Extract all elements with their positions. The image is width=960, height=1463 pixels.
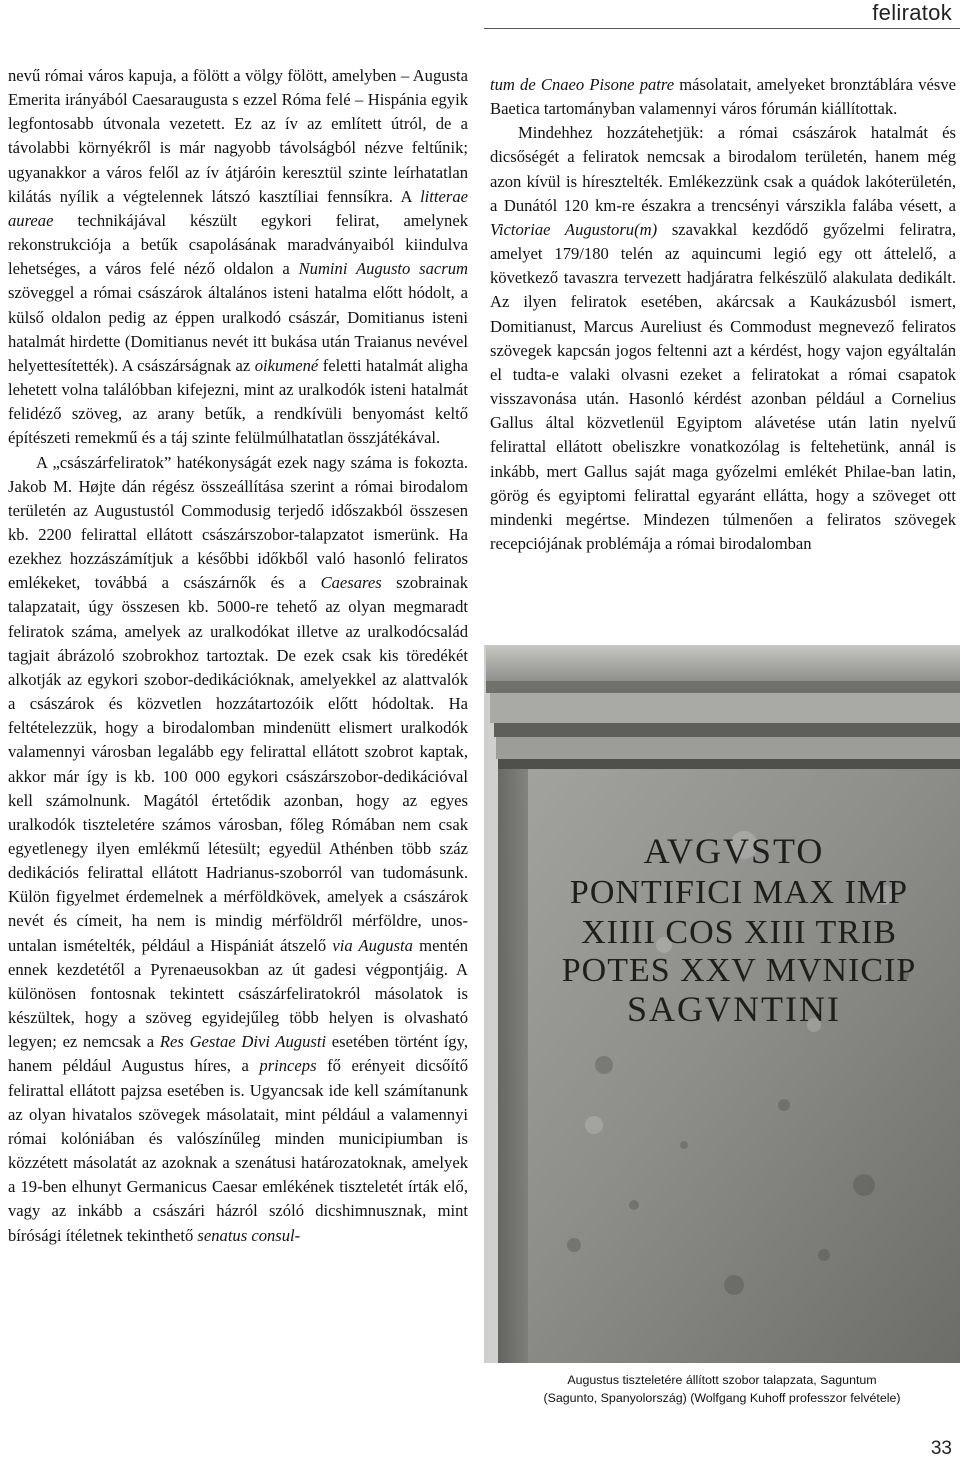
molding-band xyxy=(490,693,960,723)
left-paragraph-2: A „császárfeliratok” hatékonyságát ezek nagy száma is fokozta. Jakob M. Højte dán régész összeállítása szerint a római birodalom területén az Augustustól Commodusig terjedő időszakból összesen kb. 2200 felirattal ellátott császárszobor-talapzatot ismerünk. Ha ezekhez hozzászámítjuk a későbbi időkből való hasonló feliratos emlékeket, továbbá a császárnők és a Caesares szobrainak talapzatait, úgy összesen kb. 5000-re tehető az olyan megmaradt feliratok száma, amelyek az uralkodókat illetve az uralkodócsalád tagjait ábrázoló szobrokhoz tartoztak. De ezek csak kis töredékét alkotják az egykori szobor-dedikációknak, amelyekkel az alattvalók a császárok és közvetlen hozzátartozóik előtt hódoltak. Ha feltételezzük, hogy a birodalomban mindenütt elismert uralkodók valamennyi városban legalább egy felirattal ellátott szobrot kaptak, akkor már így is kb. 100 000 egykori császárszobor-dedikációval kell számolnunk. Magától értetődik azonban, hogy az egyes uralkodók tiszteletére számos városban, főleg Rómában nem csak egyetlenegy ilyen emlékmű létesült; egyedül Athénben több száz dedikációs felirattal ellátott Hadrianus-szoborról van tudomásunk. Külön figyelmet érdemelnek a mérföldkövek, amelyek a császárok nevét és címeit, ha nem is mindig mérföldről mérföldre, unos-untalan ismételték, például a Hispániát átszelő via Augusta mentén ennek kezdetétől a Pyrenaeusokban az út gadesi végpontjáig. A különösen fontosnak tekintett császárfeliratokról másolatok is készültek, hogy a szöveg egyidejűleg több helyen is olvasható legyen; ez nemcsak a Res Gestae Divi Augusti esetében történt így, hanem például Augustus híres, a princeps fő erényeit dicsőítő felirattal ellátott pajzsa esetében is. Ugyancsak ide kell számítanunk az olyan hivatalos szövegek másolatait, mint például a valamennyi római kolóniában és valószínűleg minden municipiumban is közzétett másolatát az azoknak a szenátusi határozatoknak, amelyek a 19-ben elhunyt Germanicus Caesar emlékének tiszteletét írták elő, vagy az inkább a császári házról szóló dicshimnusznak, mint bírósági ítéletnek tekinthető senatus consul- xyxy=(8,452,469,1245)
pedestal-photo xyxy=(484,645,960,1363)
molding-lower-shadow xyxy=(498,759,960,769)
caption-line-2: (Sagunto, Spanyolország) (Wolfgang Kuhoff professzor felvétele) xyxy=(543,1391,901,1405)
molding-groove xyxy=(494,723,960,737)
inscription-line-4: POTES XXV MVNICIP xyxy=(561,952,917,989)
inscription-line-1: AVGVSTO xyxy=(643,831,825,871)
figure-caption xyxy=(486,1371,958,1407)
left-paragraph-1: nevű római város kapuja, a fölött a völgy fölött, amelyben – Augusta Emerita irányából Caesaraugusta s ezzel Róma felé – Hispánia egyik legfontosabb útvonala vezetett. Ez az ív az említett útról, de a távolabbi környékről is már nagyobb távolságból nézve feltűnik; ugyanakkor a város felől az ív átjáróin keresztül szinte leírhatatlan kilátás nyílik a végtelennek látszó kasztíliai fennsíkra. A litterae aureae technikájával készült egykori felirat, amelynek rekonstrukciója a betűk csapolásának maradványaiból kiindulva lehetséges, a város felé néző oldalon a Numini Augusto sacrum szöveggel a római császárok általános isteni hatalma előtt hódolt, a külső oldalon pedig az éppen uralkodó császár, Domitianus isteni hatalmát hirdette (Domitianus nevét itt bukása után Traianus nevével helyettesítették). A császárságnak az oikumené feletti hatalmát aligha lehetett volna találóbban kifejezni, mint az uralkodók isteni hatalmát felidéző szöveg, az arany betűk, a rendkívüli benyomást keltő építészeti remekmű és a táj szinte felülmúlhatatlan összjátékával. xyxy=(8,66,468,448)
running-head: feliratok xyxy=(872,0,952,25)
page-number: 33 xyxy=(930,1438,952,1459)
right-paragraph-2: Mindehhez hozzátehetjük: a római császárok hatalmát és dicsőségét a feliratok nemcsak a birodalom területén, hanem még azon kívül is híresztelték. Emlékezzünk csak a quádok lakóterületén, a Dunától 120 km-re északra a trencsényi várszikla falába vésett, a Victoriae Augustoru(m) szavakkal kezdődő győzelmi feliratra, amelyet 179/180 telén az aquincumi legió egy ott áttelelő, a következő tavaszra tervezett hadjáratra felkészülő alakulata dedikált. Az ilyen feliratok esetében, akárcsak a Kaukázusból ismert, Domitianust, Marcus Aureliust és Commodust megnevező feliratos szövegek kapcsán jogos feltenni azt a kérdést, hogy vajon egyáltalán el tudta-e valaki olvasni ezeket a feliratokat a római csapatok visszavonása után. Hasonló kérdést azonban például a Cornelius Gallus által közvetlenül Egyiptom alávetése után latin nyelvű felirattal ellátott obeliszkre vonatkozólag is feltehetünk, annál is inkább, mert Gallus saját maga győzelmi emlékét Philae-ban latin, görög és egyiptomi felirattal egyaránt ellátta, hogy a szöveget ott mindenki megértse. Mindezen túlmenően a feliratos szövegek recepciójának problémája a római birodalomban xyxy=(490,123,956,553)
inscription-line-5: SAGVNTINI xyxy=(627,989,841,1029)
right-text-column xyxy=(490,73,956,556)
molding-shadow xyxy=(486,681,960,693)
right-paragraph-1: tum de Cnaeo Pisone patre másolatait, amelyeket bronztáblára vésve Baetica tartományban valamennyi város fórumán kiállítottak. xyxy=(490,75,956,119)
caption-line-1: Augustus tiszteletére állított szobor talapzata, Saguntum xyxy=(567,1373,877,1387)
inscription-line-2: PONTIFICI MAX IMP xyxy=(569,874,909,911)
pedestal-top-molding xyxy=(486,645,960,681)
left-text-column xyxy=(8,64,468,1248)
inscription-line-3: XIIII COS XIII TRIB xyxy=(581,914,897,951)
molding-lower-band xyxy=(496,737,960,759)
header-rule xyxy=(484,28,960,29)
pedestal-left-edge xyxy=(498,769,528,1363)
pedestal-photo-drawing xyxy=(484,645,960,1363)
